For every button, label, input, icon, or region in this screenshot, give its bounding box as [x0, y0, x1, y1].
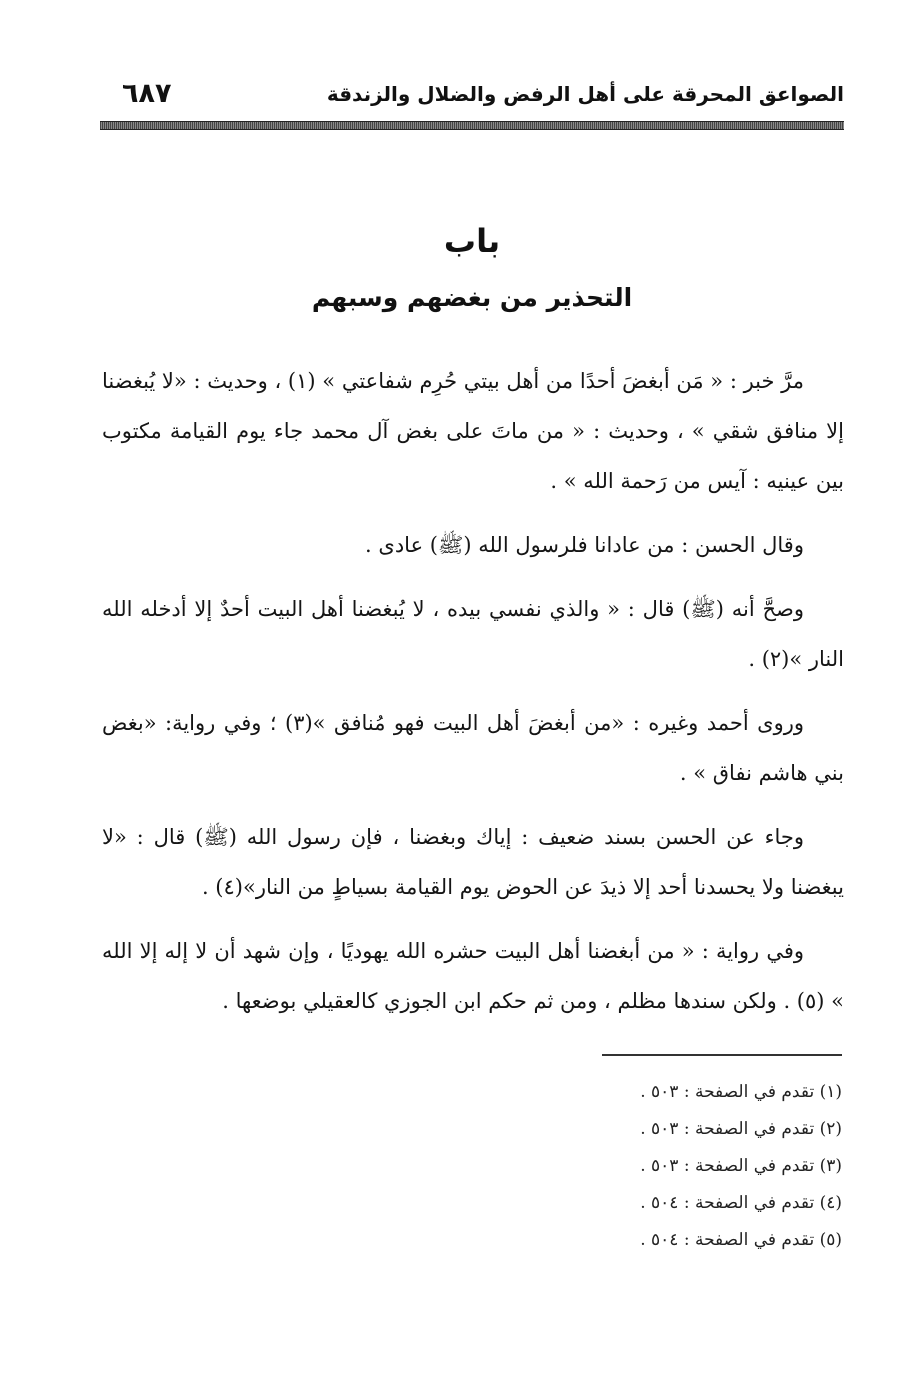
footnote: (١) تقدم في الصفحة : ٥٠٣ .	[640, 1082, 842, 1102]
paragraph: وفي رواية : « من أبغضنا أهل البيت حشره الله يهوديًا ، وإن شهد أن لا إله إلا الله » (٥) . ولكن سندها مظلم ، ومن ثم حكم ابن الجوزي كالعقيلي بوضعها .	[102, 939, 844, 1013]
footnote-rule	[602, 1054, 842, 1056]
running-head	[100, 78, 844, 118]
paragraph: وروى أحمد وغيره : «من أبغضَ أهل البيت فهو مُنافق »(٣) ؛ وفي رواية: «بغض بني هاشم نفاق » .	[102, 711, 844, 785]
paragraph: وجاء عن الحسن بسند ضعيف : إياك وبغضنا ، فإن رسول الله (ﷺ) قال : «لا يبغضنا ولا يحسدنا أحد إلا ذيدَ عن الحوض يوم القيامة بسياطٍ من النار»(٤) .	[102, 825, 844, 899]
running-title: الصواعق المحرقة على أهل الرفض والضلال والزندقة	[326, 82, 844, 106]
paragraph: مرَّ خبر : « مَن أبغضَ أحدًا من أهل بيتي حُرِم شفاعتي » (١) ، وحديث : «لا يُبغضنا إلا منافق شقي » ، وحديث : « من ماتَ على بغض آل محمد جاء يوم القيامة مكتوب بين عينيه : آيس من رَحمة الله » .	[102, 369, 844, 493]
footnote: (٣) تقدم في الصفحة : ٥٠٣ .	[640, 1156, 842, 1176]
chapter-label: باب	[443, 222, 501, 260]
footnote: (٤) تقدم في الصفحة : ٥٠٤ .	[640, 1193, 842, 1213]
paragraph: وصحَّ أنه (ﷺ) قال : « والذي نفسي بيده ، لا يُبغضنا أهل البيت أحدٌ إلا أدخله الله النار »(٢) .	[102, 597, 844, 671]
page-number: ٦٨٧	[122, 78, 172, 109]
footnote: (٥) تقدم في الصفحة : ٥٠٤ .	[640, 1230, 842, 1250]
body-text	[102, 356, 844, 1040]
footnote: (٢) تقدم في الصفحة : ٥٠٣ .	[640, 1119, 842, 1139]
header-rule	[100, 121, 844, 130]
paragraph: وقال الحسن : من عادانا فلرسول الله (ﷺ) عادى .	[365, 533, 804, 557]
footnotes	[500, 1074, 842, 1259]
chapter-title: التحذير من بغضهم وسبهم	[311, 283, 633, 312]
